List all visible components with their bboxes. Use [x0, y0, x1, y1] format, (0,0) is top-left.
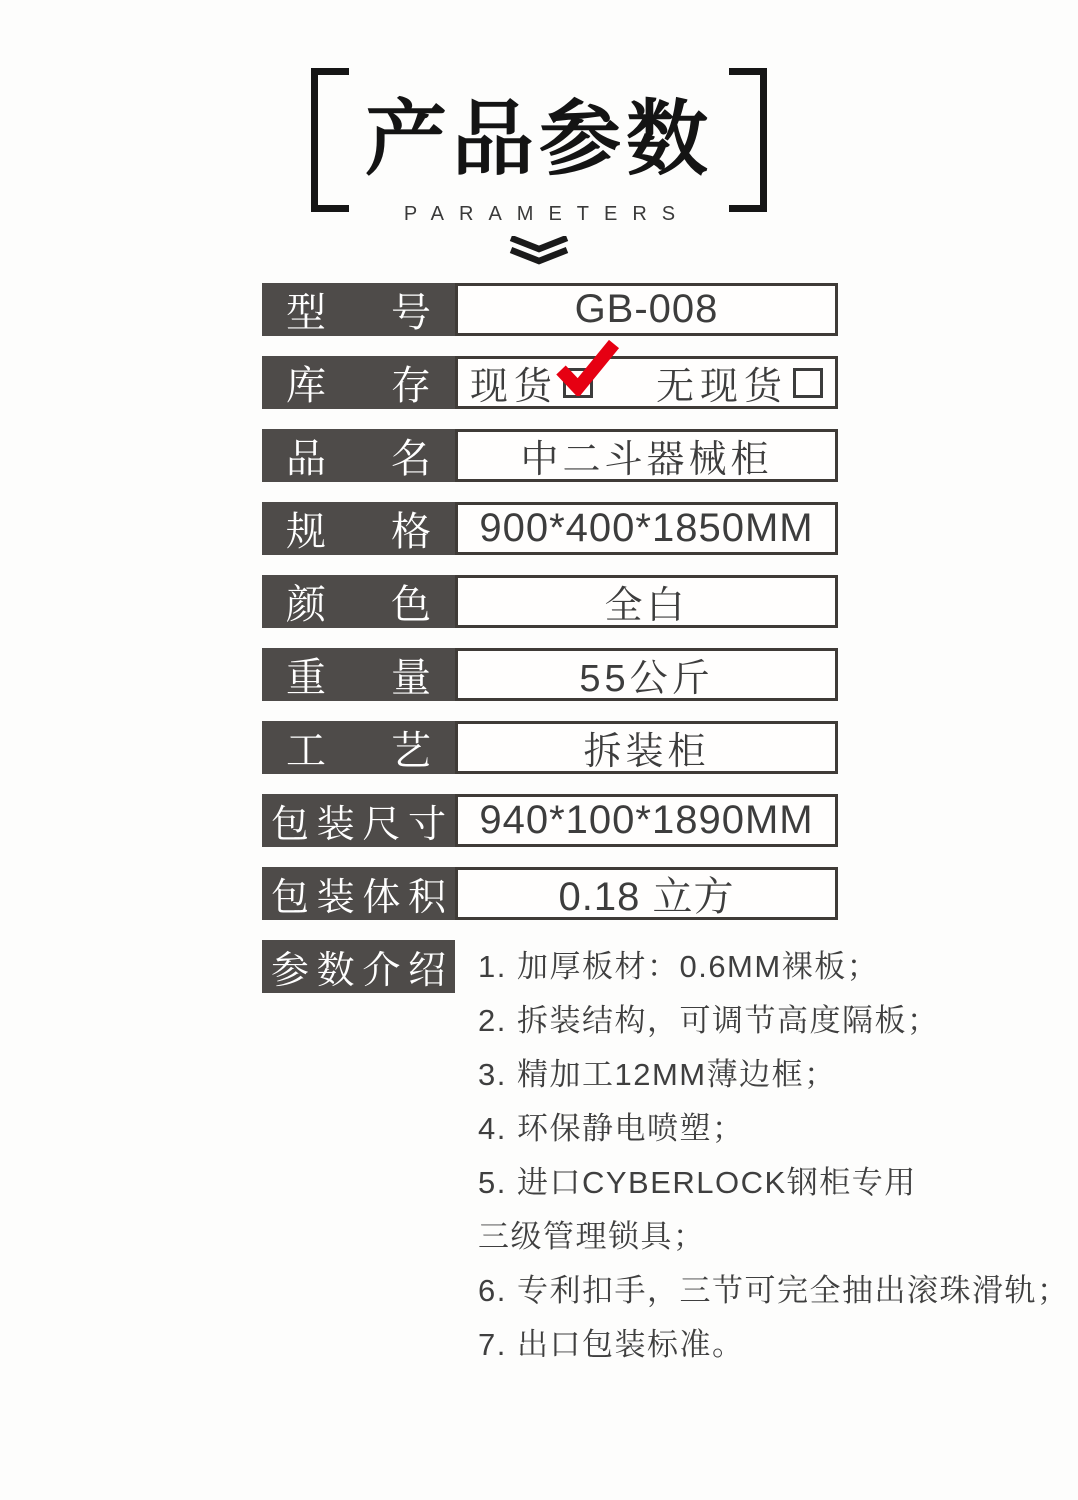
model-value: GB-008: [455, 283, 838, 336]
intro-line-4: 4. 环保静电喷塑；: [478, 1111, 745, 1146]
spec-row-color: [262, 575, 838, 628]
double-chevron-down-icon: [509, 236, 569, 266]
intro-line-5-cont: 三级管理锁具；: [478, 1219, 706, 1254]
page-title: 产品参数: [364, 93, 713, 185]
spec-row-intro: [262, 940, 1070, 1372]
spec-row-weight: [262, 648, 838, 701]
stock-option-out-of-stock: [656, 355, 823, 410]
color-label: 颜 色: [262, 575, 455, 628]
intro-line-2: 2. 拆装结构，可调节高度隔板；: [478, 1003, 940, 1038]
intro-line-7: 7. 出口包装标准。: [478, 1327, 745, 1362]
spec-row-product-name: [262, 429, 838, 482]
package-size-label: 包 装 尺 寸: [262, 794, 455, 847]
spec-table: [262, 283, 1070, 1372]
red-check-icon: [554, 338, 620, 396]
spec-row-model: [262, 283, 838, 336]
stock-label: 库 存: [262, 356, 455, 409]
spec-row-package-volume: [262, 867, 838, 920]
package-size-value: 940*100*1890MM: [455, 794, 838, 847]
craft-value: 拆装柜: [455, 721, 838, 774]
package-volume-label: 包 装 体 积: [262, 867, 455, 920]
size-label: 规 格: [262, 502, 455, 555]
product-name-value: 中二斗器械柜: [455, 429, 838, 482]
intro-list: [478, 940, 1069, 1372]
checkbox-empty-icon: [793, 368, 823, 398]
intro-line-1: 1. 加厚板材：0.6MM裸板；: [478, 949, 880, 984]
package-volume-value: 0.18 立方: [455, 867, 838, 920]
right-bracket-icon: [729, 68, 767, 212]
model-label: 型 号: [262, 283, 455, 336]
spec-row-stock: [262, 356, 838, 409]
craft-label: 工 艺: [262, 721, 455, 774]
weight-label: 重 量: [262, 648, 455, 701]
checkbox-checked-icon: [563, 368, 593, 398]
product-name-label: 品 名: [262, 429, 455, 482]
in-stock-text: 现货: [470, 366, 559, 408]
page-subtitle: PARAMETERS: [403, 203, 691, 225]
stock-value: [455, 356, 838, 409]
spec-row-package-size: [262, 794, 838, 847]
stock-option-in-stock: [470, 355, 593, 410]
weight-value: 55公斤: [455, 648, 838, 701]
size-value: 900*400*1850MM: [455, 502, 838, 555]
spec-row-size: [262, 502, 838, 555]
color-value: 全白: [455, 575, 838, 628]
page-header: [0, 66, 1078, 266]
intro-line-5: 5. 进口CYBERLOCK钢柜专用: [478, 1165, 917, 1200]
intro-line-3: 3. 精加工12MM薄边框；: [478, 1057, 837, 1092]
intro-line-6: 6. 专利扣手，三节可完全抽出滚珠滑轨；: [478, 1273, 1070, 1308]
left-bracket-icon: [311, 68, 349, 212]
title-block: [311, 66, 767, 214]
intro-label: 参 数 介 绍: [262, 940, 455, 993]
spec-row-craft: [262, 721, 838, 774]
out-of-stock-text: 无现货: [655, 366, 788, 408]
